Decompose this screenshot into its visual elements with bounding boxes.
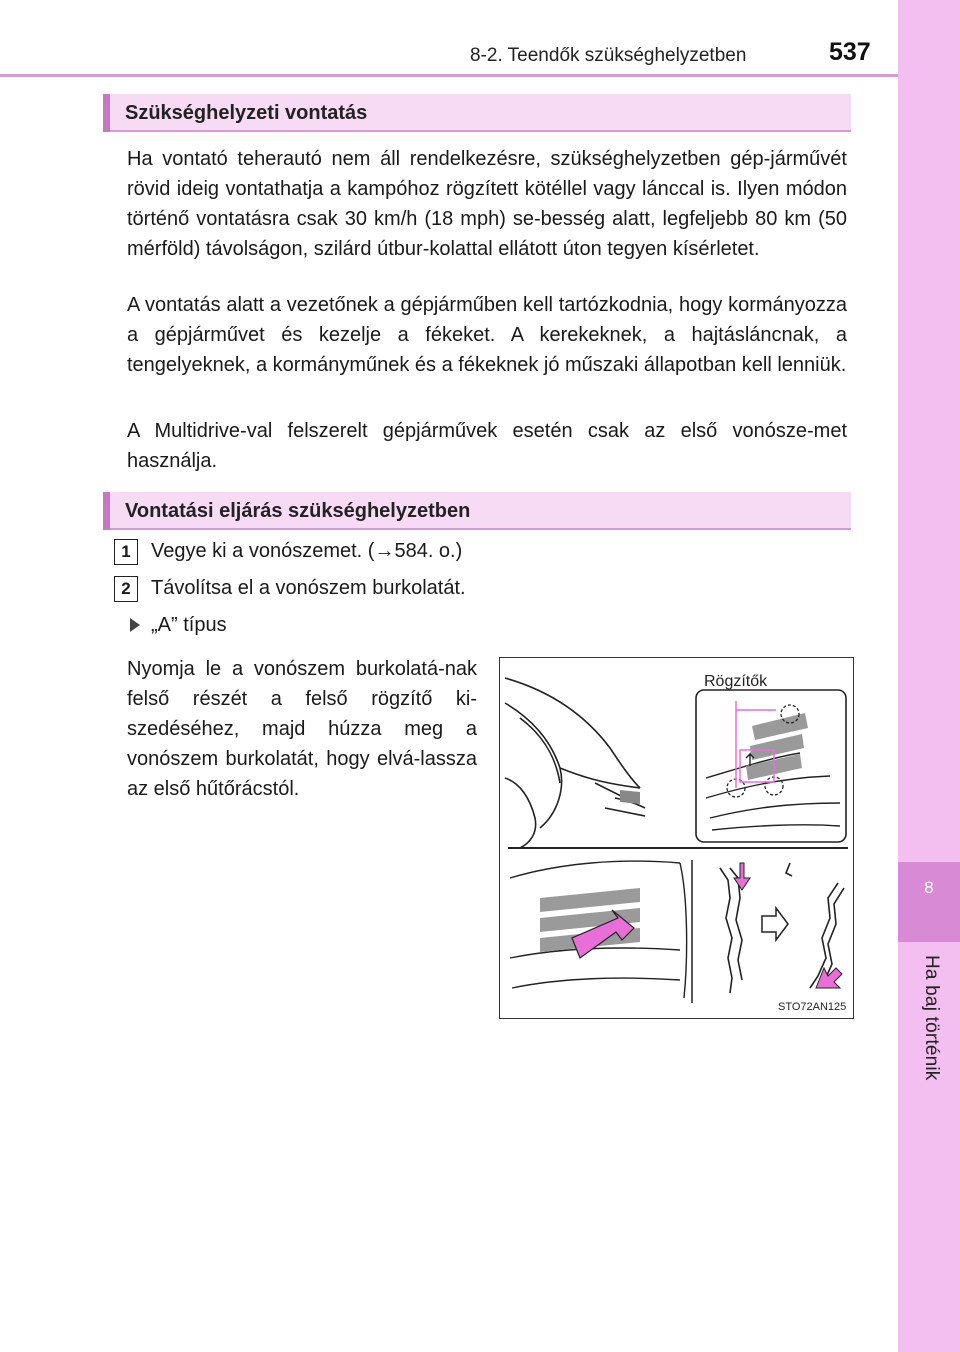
heading-accent-bar [103, 94, 110, 132]
page-number: 537 [829, 38, 871, 66]
section-title: Szükséghelyzeti vontatás [125, 102, 368, 124]
section-title: Vontatási eljárás szükséghelyzetben [125, 500, 471, 522]
header-divider [0, 74, 898, 77]
side-tab-strip [898, 0, 960, 1352]
step-number-box: 1 [114, 539, 138, 565]
chapter-number: 8 [924, 878, 934, 897]
heading-accent-bar [103, 492, 110, 530]
paragraph-driver: A vontatás alatt a vezetőnek a gépjárműben kell tartózkodnia, hogy kormányozza a gépjárművet és kezelje a fékeket. A kerekeknek, a hajtásláncnak, a tengelyeknek, a kormányműnek és a fékeknek jó műszaki állapotban kell lenniük. [127, 294, 847, 376]
figure-code: STO72AN125 [778, 1001, 847, 1013]
chapter-tab [898, 862, 960, 942]
illustration-drawing [500, 658, 853, 1018]
illustration-frame [499, 657, 854, 1019]
step-text: Vegye ki a vonószemet. (→584. o.) [151, 540, 463, 562]
section-heading-towing [103, 94, 851, 132]
chapter-label: Ha baj történik [921, 955, 942, 1081]
step-text: Távolítsa el a vonószem burkolatát. [151, 577, 466, 599]
step-number-box: 2 [114, 576, 138, 602]
bullet-arrow-icon [130, 618, 140, 632]
paragraph-intro: Ha vontató teherautó nem áll rendelkezésre, szükséghelyzetben gép-járművét rövid ideig vontathatja a kampóhoz rögzített kötéllel vagy lánccal is. Ilyen módon történő vontatásra csak 30 km/h (18 mph) se-besség alatt, legfeljebb 80 km (50 mérföld) távolságon, szilárd útbur-kolattal ellátott úton tegyen kísérletet. [127, 148, 847, 260]
figure-label-fasteners: Rögzítők [704, 673, 768, 690]
section-header: 8-2. Teendők szükséghelyzetben [470, 45, 747, 66]
paragraph-multidrive: A Multidrive-val felszerelt gépjárművek esetén csak az első vonósze-met használja. [127, 420, 847, 472]
bullet-type-label: „A” típus [151, 614, 227, 636]
section-heading-procedure [103, 492, 851, 530]
paragraph-instruction: Nyomja le a vonószem burkolatá-nak felső részét a felső rögzítő ki-szedéséhez, majd húzza meg a vonószem burkolatát, hogy elvá-lassza az első hűtőrácstól. [127, 658, 477, 800]
